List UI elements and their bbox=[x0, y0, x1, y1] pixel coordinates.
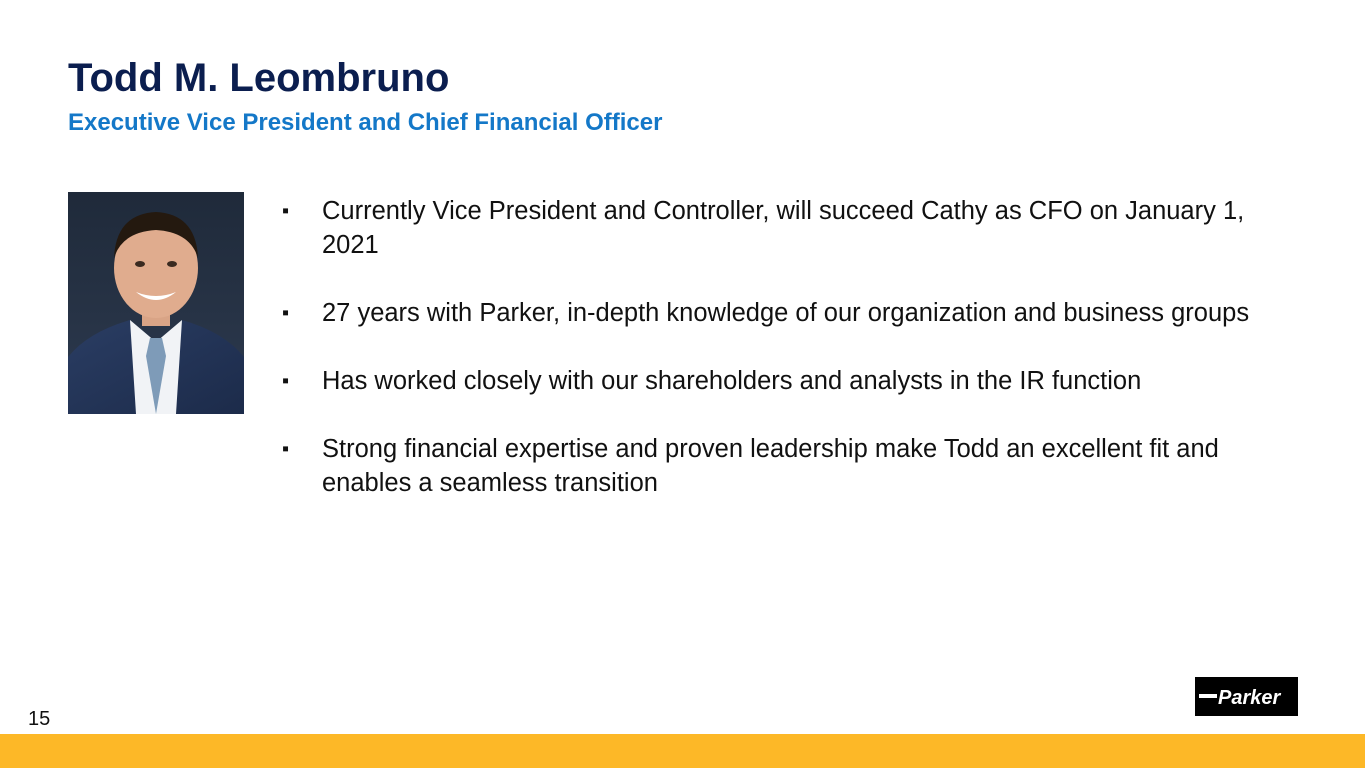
bullet-item bbox=[282, 432, 1272, 500]
bullet-text: Strong financial expertise and proven leadership make Todd an excellent fit and enables a seamless transition bbox=[322, 435, 1219, 497]
footer-bar bbox=[0, 734, 1365, 768]
parker-logo-text: Parker bbox=[1218, 687, 1281, 709]
parker-logo bbox=[1195, 677, 1298, 716]
bullet-item bbox=[282, 364, 1272, 398]
bullet-text: 27 years with Parker, in-depth knowledge of our organization and business groups bbox=[322, 299, 1250, 327]
bullet-marker: ▪ bbox=[282, 370, 290, 392]
bullet-marker: ▪ bbox=[282, 200, 290, 222]
portrait-image bbox=[68, 192, 244, 414]
bullet-marker: ▪ bbox=[282, 302, 290, 324]
bullet-text: Has worked closely with our shareholders and analysts in the IR function bbox=[322, 367, 1142, 395]
bullet-text: Currently Vice President and Controller, will succeed Cathy as CFO on January 1, 2021 bbox=[322, 197, 1245, 259]
bullet-marker: ▪ bbox=[282, 438, 290, 460]
bullet-item bbox=[282, 194, 1272, 262]
page-number: 15 bbox=[28, 708, 51, 730]
bullet-item bbox=[282, 296, 1272, 330]
portrait-photo bbox=[68, 192, 244, 414]
bullet-list bbox=[282, 194, 1272, 534]
slide-title: Todd M. Leombruno bbox=[68, 56, 450, 100]
slide-subtitle: Executive Vice President and Chief Financial Officer bbox=[68, 109, 663, 136]
parker-logo-mark bbox=[1195, 677, 1298, 716]
